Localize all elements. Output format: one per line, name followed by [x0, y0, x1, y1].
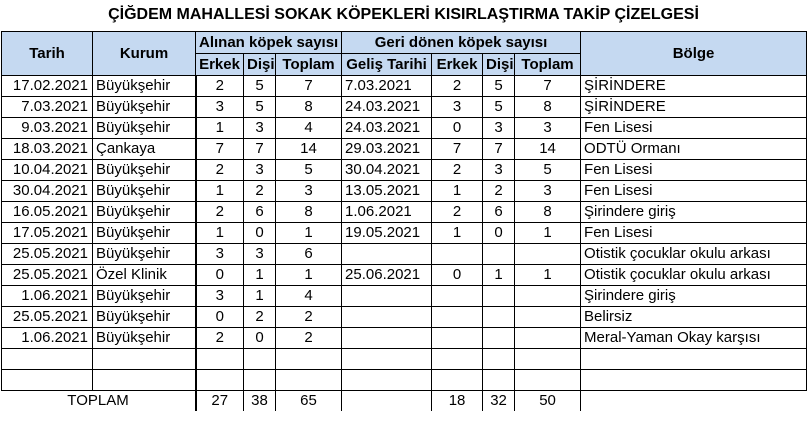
cell-alinan-toplam[interactable]: 2 — [276, 307, 342, 328]
cell-gelis-tarihi[interactable]: 24.03.2021 — [342, 118, 432, 139]
total-alinan-toplam[interactable]: 65 — [276, 391, 342, 412]
cell-alinan-erkek[interactable]: 2 — [196, 76, 244, 97]
table-row — [2, 223, 807, 244]
cell-alinan-erkek[interactable]: 3 — [196, 244, 244, 265]
header-geri-disi[interactable]: Dişi — [483, 54, 515, 76]
cell-bolge[interactable]: Belirsiz — [581, 307, 807, 328]
cell-geri-erkek[interactable]: 3 — [432, 97, 483, 118]
cell-tarih[interactable]: 18.03.2021 — [2, 139, 93, 160]
cell-tarih[interactable]: 30.04.2021 — [2, 181, 93, 202]
cell-geri-toplam[interactable] — [515, 328, 581, 349]
cell-alinan-toplam[interactable]: 1 — [276, 223, 342, 244]
cell-geri-disi[interactable] — [483, 307, 515, 328]
header-alinan-erkek[interactable]: Erkek — [196, 54, 244, 76]
cell-tarih[interactable]: 1.06.2021 — [2, 328, 93, 349]
header-kurum[interactable]: Kurum — [93, 32, 196, 76]
cell-bolge[interactable]: Meral-Yaman Okay karşısı — [581, 328, 807, 349]
cell-alinan-disi[interactable]: 6 — [244, 202, 276, 223]
cell-bolge[interactable]: Fen Lisesi — [581, 160, 807, 181]
cell-geri-erkek[interactable] — [432, 328, 483, 349]
cell-bolge[interactable]: Otistik çocuklar okulu arkası — [581, 265, 807, 286]
cell-geri-toplam[interactable] — [515, 349, 581, 370]
cell-bolge[interactable]: ODTÜ Ormanı — [581, 139, 807, 160]
cell-alinan-erkek[interactable]: 0 — [196, 307, 244, 328]
cell-geri-erkek[interactable] — [432, 349, 483, 370]
cell-alinan-erkek[interactable]: 1 — [196, 181, 244, 202]
cell-geri-disi[interactable]: 3 — [483, 118, 515, 139]
cell-tarih[interactable] — [2, 349, 93, 370]
cell-alinan-toplam[interactable]: 14 — [276, 139, 342, 160]
cell-geri-disi[interactable] — [483, 244, 515, 265]
cell-tarih[interactable]: 10.04.2021 — [2, 160, 93, 181]
cell-geri-toplam[interactable] — [515, 370, 581, 391]
cell-geri-toplam[interactable] — [515, 244, 581, 265]
cell-alinan-disi[interactable]: 3 — [244, 244, 276, 265]
cell-alinan-toplam[interactable]: 3 — [276, 181, 342, 202]
cell-alinan-disi[interactable]: 0 — [244, 328, 276, 349]
cell-bolge[interactable]: Fen Lisesi — [581, 223, 807, 244]
cell-geri-disi[interactable]: 0 — [483, 223, 515, 244]
cell-gelis-tarihi[interactable] — [342, 307, 432, 328]
cell-alinan-erkek[interactable] — [196, 349, 244, 370]
cell-kurum[interactable]: Büyükşehir — [93, 307, 196, 328]
header-alinan-disi[interactable]: Dişi — [244, 54, 276, 76]
cell-tarih[interactable]: 25.05.2021 — [2, 265, 93, 286]
table-row — [2, 139, 807, 160]
cell-alinan-disi[interactable]: 1 — [244, 265, 276, 286]
cell-alinan-toplam[interactable]: 4 — [276, 118, 342, 139]
cell-geri-toplam[interactable]: 1 — [515, 265, 581, 286]
cell-alinan-erkek[interactable]: 1 — [196, 223, 244, 244]
cell-kurum[interactable]: Büyükşehir — [93, 223, 196, 244]
total-geri-disi[interactable]: 32 — [483, 391, 515, 412]
cell-alinan-disi[interactable]: 1 — [244, 286, 276, 307]
tracking-table — [1, 31, 807, 411]
cell-alinan-disi[interactable]: 3 — [244, 160, 276, 181]
cell-bolge[interactable]: Şirindere giriş — [581, 202, 807, 223]
table-row — [2, 265, 807, 286]
cell-geri-disi[interactable] — [483, 349, 515, 370]
table-row — [2, 244, 807, 265]
cell-geri-disi[interactable] — [483, 328, 515, 349]
cell-geri-erkek[interactable]: 0 — [432, 118, 483, 139]
cell-tarih[interactable] — [2, 370, 93, 391]
cell-bolge[interactable]: ŞİRİNDERE — [581, 76, 807, 97]
cell-geri-disi[interactable] — [483, 370, 515, 391]
cell-kurum[interactable]: Büyükşehir — [93, 244, 196, 265]
table-row — [2, 97, 807, 118]
sheet-title: ÇİĞDEM MAHALLESİ SOKAK KÖPEKLERİ KISIRLAŞTIRMA TAKİP ÇİZELGESİ — [108, 6, 699, 23]
header-geri-toplam[interactable]: Toplam — [515, 54, 581, 76]
cell-gelis-tarihi[interactable]: 1.06.2021 — [342, 202, 432, 223]
cell-bolge[interactable]: Fen Lisesi — [581, 181, 807, 202]
cell-alinan-toplam[interactable]: 4 — [276, 286, 342, 307]
cell-alinan-toplam[interactable]: 8 — [276, 97, 342, 118]
cell-alinan-erkek[interactable]: 1 — [196, 118, 244, 139]
table-row — [2, 370, 807, 391]
cell-kurum[interactable]: Büyükşehir — [93, 286, 196, 307]
cell-geri-toplam[interactable] — [515, 286, 581, 307]
total-geri-erkek[interactable]: 18 — [432, 391, 483, 412]
table-row — [2, 118, 807, 139]
cell-alinan-disi[interactable] — [244, 370, 276, 391]
cell-tarih[interactable]: 7.03.2021 — [2, 97, 93, 118]
cell-alinan-toplam[interactable]: 7 — [276, 76, 342, 97]
table-row — [2, 76, 807, 97]
header-tarih[interactable]: Tarih — [2, 32, 93, 76]
table-row — [2, 202, 807, 223]
cell-geri-disi[interactable]: 7 — [483, 139, 515, 160]
table-row — [2, 307, 807, 328]
cell-gelis-tarihi[interactable]: 29.03.2021 — [342, 139, 432, 160]
cell-geri-toplam[interactable]: 3 — [515, 181, 581, 202]
cell-alinan-erkek[interactable]: 7 — [196, 139, 244, 160]
header-alinan-toplam[interactable]: Toplam — [276, 54, 342, 76]
cell-tarih[interactable]: 1.06.2021 — [2, 286, 93, 307]
table-row — [2, 328, 807, 349]
cell-kurum[interactable] — [93, 370, 196, 391]
cell-bolge[interactable]: Fen Lisesi — [581, 118, 807, 139]
cell-tarih[interactable]: 17.02.2021 — [2, 76, 93, 97]
cell-gelis-tarihi[interactable]: 25.06.2021 — [342, 265, 432, 286]
cell-kurum[interactable]: Çankaya — [93, 139, 196, 160]
header-bolge[interactable]: Bölge — [581, 32, 807, 76]
cell-gelis-tarihi[interactable] — [342, 370, 432, 391]
cell-alinan-disi[interactable]: 5 — [244, 76, 276, 97]
cell-alinan-disi[interactable]: 0 — [244, 223, 276, 244]
cell-kurum[interactable]: Büyükşehir — [93, 160, 196, 181]
cell-alinan-disi[interactable]: 2 — [244, 307, 276, 328]
cell-tarih[interactable]: 16.05.2021 — [2, 202, 93, 223]
cell-gelis-tarihi[interactable] — [342, 328, 432, 349]
table-row — [2, 181, 807, 202]
cell-gelis-tarihi[interactable]: 13.05.2021 — [342, 181, 432, 202]
cell-geri-erkek[interactable]: 2 — [432, 202, 483, 223]
cell-geri-erkek[interactable] — [432, 307, 483, 328]
table-row — [2, 286, 807, 307]
cell-geri-disi[interactable]: 1 — [483, 265, 515, 286]
cell-bolge[interactable]: ŞİRİNDERE — [581, 97, 807, 118]
cell-alinan-toplam[interactable]: 6 — [276, 244, 342, 265]
cell-alinan-disi[interactable]: 2 — [244, 181, 276, 202]
cell-alinan-disi[interactable] — [244, 349, 276, 370]
cell-alinan-erkek[interactable]: 3 — [196, 286, 244, 307]
cell-gelis-tarihi[interactable] — [342, 244, 432, 265]
cell-geri-erkek[interactable] — [432, 244, 483, 265]
cell-geri-disi[interactable] — [483, 286, 515, 307]
cell-kurum[interactable]: Özel Klinik — [93, 265, 196, 286]
cell-alinan-erkek[interactable] — [196, 370, 244, 391]
cell-gelis-tarihi[interactable]: 7.03.2021 — [342, 76, 432, 97]
cell-alinan-disi[interactable]: 7 — [244, 139, 276, 160]
cell-geri-erkek[interactable]: 2 — [432, 76, 483, 97]
total-geri-toplam[interactable]: 50 — [515, 391, 581, 412]
cell-alinan-erkek[interactable]: 2 — [196, 202, 244, 223]
cell-geri-toplam[interactable]: 3 — [515, 118, 581, 139]
cell-alinan-toplam[interactable]: 1 — [276, 265, 342, 286]
cell-alinan-erkek[interactable]: 0 — [196, 265, 244, 286]
cell-geri-erkek[interactable]: 1 — [432, 181, 483, 202]
total-alinan-disi[interactable]: 38 — [244, 391, 276, 412]
cell-geri-erkek[interactable]: 0 — [432, 265, 483, 286]
cell-kurum[interactable]: Büyükşehir — [93, 118, 196, 139]
cell-geri-toplam[interactable]: 8 — [515, 97, 581, 118]
total-gelis-empty[interactable] — [342, 391, 432, 412]
totals-label[interactable]: TOPLAM — [2, 391, 196, 412]
cell-geri-erkek[interactable] — [432, 370, 483, 391]
cell-geri-erkek[interactable]: 1 — [432, 223, 483, 244]
cell-gelis-tarihi[interactable]: 24.03.2021 — [342, 97, 432, 118]
cell-kurum[interactable]: Büyükşehir — [93, 97, 196, 118]
header-geri-erkek[interactable]: Erkek — [432, 54, 483, 76]
header-geri-donen[interactable]: Geri dönen köpek sayısı — [342, 32, 581, 54]
cell-geri-toplam[interactable]: 5 — [515, 160, 581, 181]
cell-gelis-tarihi[interactable] — [342, 349, 432, 370]
cell-tarih[interactable]: 25.05.2021 — [2, 244, 93, 265]
cell-kurum[interactable]: Büyükşehir — [93, 76, 196, 97]
cell-bolge[interactable] — [581, 370, 807, 391]
cell-tarih[interactable]: 17.05.2021 — [2, 223, 93, 244]
cell-kurum[interactable]: Büyükşehir — [93, 328, 196, 349]
cell-geri-erkek[interactable] — [432, 286, 483, 307]
cell-gelis-tarihi[interactable]: 19.05.2021 — [342, 223, 432, 244]
cell-geri-toplam[interactable]: 7 — [515, 76, 581, 97]
cell-kurum[interactable]: Büyükşehir — [93, 202, 196, 223]
cell-alinan-toplam[interactable] — [276, 349, 342, 370]
cell-geri-toplam[interactable]: 8 — [515, 202, 581, 223]
cell-kurum[interactable]: Büyükşehir — [93, 181, 196, 202]
cell-geri-toplam[interactable]: 1 — [515, 223, 581, 244]
total-bolge-empty[interactable] — [581, 391, 807, 412]
cell-alinan-erkek[interactable]: 2 — [196, 328, 244, 349]
header-alinan[interactable]: Alınan köpek sayısı — [196, 32, 342, 54]
cell-geri-erkek[interactable]: 2 — [432, 160, 483, 181]
cell-alinan-toplam[interactable]: 8 — [276, 202, 342, 223]
totals-row — [2, 391, 807, 412]
cell-tarih[interactable]: 25.05.2021 — [2, 307, 93, 328]
cell-bolge[interactable]: Şirindere giriş — [581, 286, 807, 307]
cell-alinan-erkek[interactable]: 3 — [196, 97, 244, 118]
header-gelis-tarihi[interactable]: Geliş Tarihi — [342, 54, 432, 76]
cell-bolge[interactable] — [581, 349, 807, 370]
cell-tarih[interactable]: 9.03.2021 — [2, 118, 93, 139]
cell-alinan-erkek[interactable]: 2 — [196, 160, 244, 181]
table-row — [2, 349, 807, 370]
cell-alinan-toplam[interactable]: 2 — [276, 328, 342, 349]
cell-alinan-disi[interactable]: 5 — [244, 97, 276, 118]
cell-geri-disi[interactable]: 3 — [483, 160, 515, 181]
cell-kurum[interactable] — [93, 349, 196, 370]
cell-alinan-disi[interactable]: 3 — [244, 118, 276, 139]
cell-alinan-toplam[interactable]: 5 — [276, 160, 342, 181]
table-body — [2, 76, 807, 391]
cell-geri-toplam[interactable] — [515, 307, 581, 328]
cell-geri-disi[interactable]: 2 — [483, 181, 515, 202]
table-row — [2, 160, 807, 181]
cell-geri-toplam[interactable]: 14 — [515, 139, 581, 160]
cell-geri-disi[interactable]: 5 — [483, 76, 515, 97]
cell-geri-disi[interactable]: 6 — [483, 202, 515, 223]
total-alinan-erkek[interactable]: 27 — [196, 391, 244, 412]
cell-alinan-toplam[interactable] — [276, 370, 342, 391]
cell-gelis-tarihi[interactable] — [342, 286, 432, 307]
cell-geri-erkek[interactable]: 7 — [432, 139, 483, 160]
cell-bolge[interactable]: Otistik çocuklar okulu arkası — [581, 244, 807, 265]
cell-geri-disi[interactable]: 5 — [483, 97, 515, 118]
cell-gelis-tarihi[interactable]: 30.04.2021 — [342, 160, 432, 181]
